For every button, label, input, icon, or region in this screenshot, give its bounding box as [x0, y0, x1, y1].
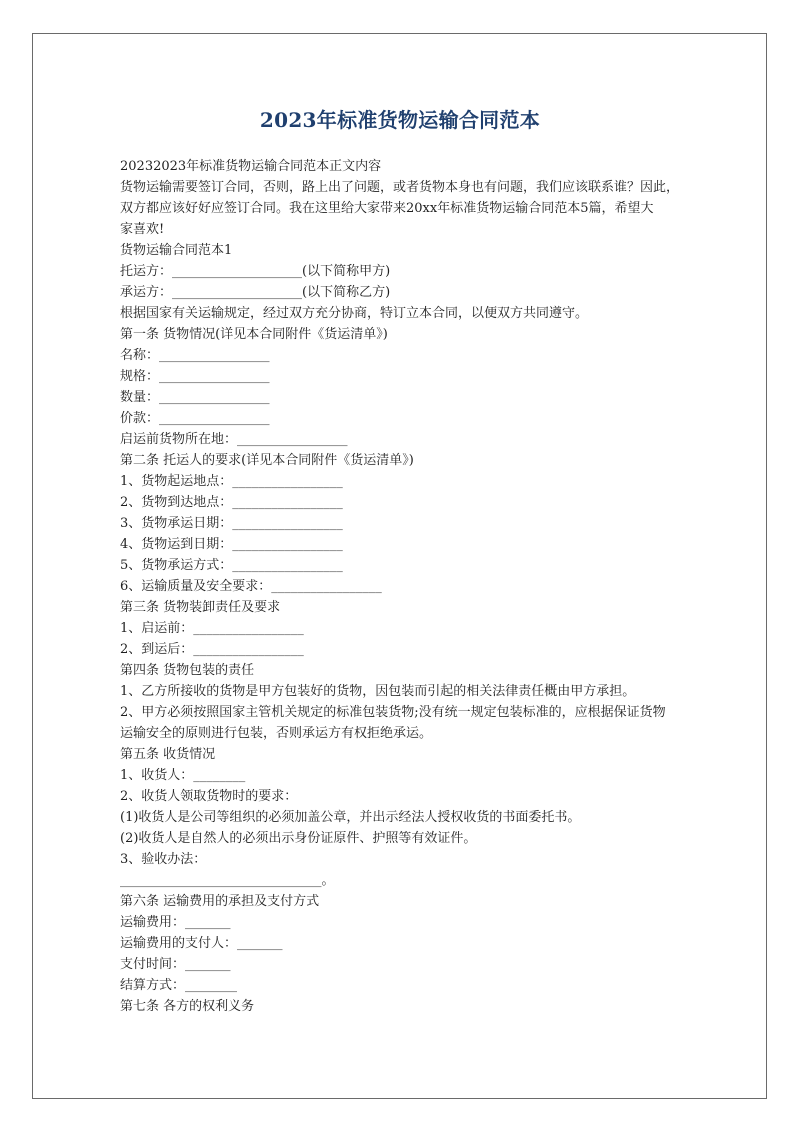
- article-heading: 第七条 各方的权利义务: [120, 999, 255, 1014]
- article-heading: 第四条 货物包装的责任: [120, 663, 255, 678]
- form-field-line: 6、运输质量及安全要求：_________________: [120, 579, 382, 594]
- text-line: 货物运输需要签订合同，否则，路上出了问题，或者货物本身也有问题，我们应该联系谁？因此，: [120, 180, 680, 195]
- form-field-line: 支付时间：_______: [120, 957, 231, 972]
- text-line: (2)收货人是自然人的必须出示身份证原件、护照等有效证件。: [120, 831, 477, 846]
- text-line: (1)收货人是公司等组织的必须加盖公章，并出示经法人授权收货的书面委托书。: [120, 810, 581, 825]
- goods-location-field: 启运前货物所在地：_________________: [120, 432, 348, 447]
- text-line: 2、甲方必须按照国家主管机关规定的标准包装货物;没有统一规定包装标准的，应根据保证货物: [120, 705, 666, 720]
- article-heading: 第二条 托运人的要求(详见本合同附件《货运清单》): [120, 453, 414, 468]
- text-line: 2、收货人领取货物时的要求：: [120, 789, 298, 804]
- shipper-field: 托运方：____________________(以下简称甲方): [120, 264, 391, 279]
- document-body: [120, 156, 688, 1017]
- article-heading: 第五条 收货情况: [120, 747, 216, 762]
- document-title: 2023年标准货物运输合同范本: [259, 108, 541, 132]
- blank-line: _______________________________。: [120, 873, 335, 888]
- text-line: 家喜欢!: [120, 222, 165, 237]
- carrier-field: 承运方：____________________(以下简称乙方): [120, 285, 391, 300]
- form-field-line: 2、货物到达地点：_________________: [120, 495, 343, 510]
- form-field-line: 1、货物起运地点：_________________: [120, 474, 343, 489]
- form-field-line: 运输费用的支付人：_______: [120, 936, 283, 951]
- text-line: 20232023年标准货物运输合同范本正文内容: [120, 159, 382, 174]
- goods-name-field: 名称：_________________: [120, 348, 270, 363]
- article-heading: 第六条 运输费用的承担及支付方式: [120, 894, 320, 909]
- form-field-line: 1、启运前：_________________: [120, 621, 304, 636]
- article-heading: 第一条 货物情况(详见本合同附件《货运清单》): [120, 327, 388, 342]
- text-line: 3、验收办法：: [120, 852, 207, 867]
- form-field-line: 运输费用：_______: [120, 915, 231, 930]
- form-field-line: 5、货物承运方式：_________________: [120, 558, 343, 573]
- text-line: 运输安全的原则进行包装，否则承运方有权拒绝承运。: [120, 726, 433, 741]
- form-field-line: 1、收货人：________: [120, 768, 246, 783]
- goods-spec-field: 规格：_________________: [120, 369, 270, 384]
- form-field-line: 结算方式：________: [120, 978, 238, 993]
- article-heading: 第三条 货物装卸责任及要求: [120, 600, 281, 615]
- form-field-line: 2、到运后：_________________: [120, 642, 304, 657]
- text-line: 1、乙方所接收的货物是甲方包装好的货物，因包装而引起的相关法律责任概由甲方承担。: [120, 684, 636, 699]
- goods-price-field: 价款：_________________: [120, 411, 270, 426]
- goods-quantity-field: 数量：_________________: [120, 390, 270, 405]
- form-field-line: 3、货物承运日期：_________________: [120, 516, 343, 531]
- text-line: 根据国家有关运输规定，经过双方充分协商，特订立本合同，以便双方共同遵守。: [120, 306, 589, 321]
- text-line: 双方都应该好好应签订合同。我在这里给大家带来20xx年标准货物运输合同范本5篇，希望大: [120, 201, 654, 216]
- form-field-line: 4、货物运到日期：_________________: [120, 537, 343, 552]
- section-heading: 货物运输合同范本1: [120, 243, 233, 258]
